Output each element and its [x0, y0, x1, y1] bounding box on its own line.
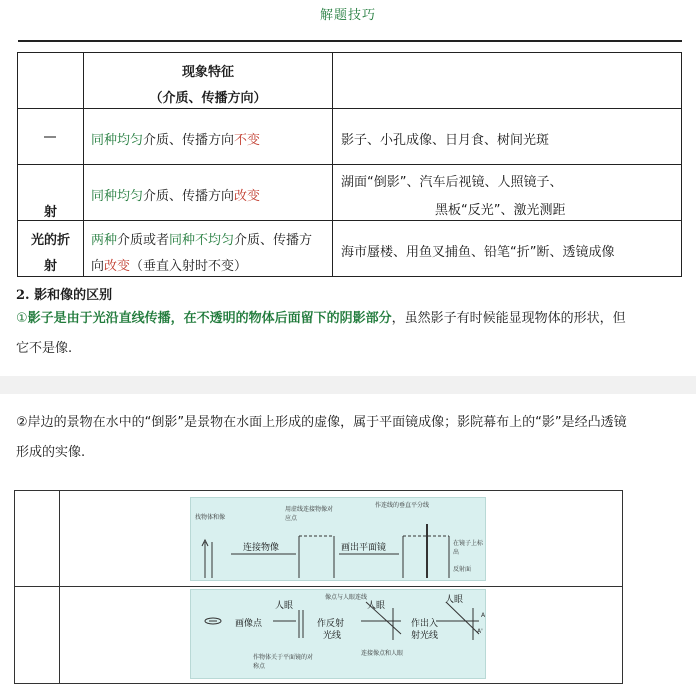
t2-row1-label: [14, 490, 60, 587]
t2-row2-label: [14, 586, 60, 684]
row1-label-mark: [44, 136, 56, 138]
d1-note4: 在镜子上标出: [453, 540, 484, 556]
d2-note1: 作物体关于平面镜的对称点: [253, 654, 314, 670]
row2-feature-cell: [83, 164, 333, 221]
d1-note2: 用虚线连接物像对应点: [285, 506, 334, 522]
row2-examples-cell: [332, 164, 682, 221]
row3-feature-green1: 两种: [91, 233, 118, 248]
d2-note2: 像点与人眼连线: [325, 594, 368, 601]
d2-step2-line1: 作反射: [317, 619, 345, 629]
row3-label-cell: [17, 220, 84, 277]
row3-label-line1: 光的折: [30, 233, 70, 248]
row3-examples-cell: [332, 220, 682, 277]
t2-row1-content: [59, 490, 623, 587]
d2-step3-line2: 射光线: [411, 631, 439, 641]
row2-feature-green: 同种均匀: [91, 189, 144, 204]
paragraph-1: [16, 304, 686, 364]
row1-feature-cell: [83, 108, 333, 165]
d1-note3: 作连线的垂直平分线: [375, 502, 430, 509]
d2-label-b: A': [477, 628, 483, 635]
row2-label-cell: [17, 164, 84, 221]
p1-highlight: 影子是由于光沿直线传播，在不透明的物体后面留下的阴影部分: [27, 311, 392, 326]
d1-note5: 反射面: [453, 566, 472, 573]
d2-step2-line2: 光线: [323, 631, 342, 641]
table1-corner-cell: [17, 52, 84, 109]
row1-label-cell: [17, 108, 84, 165]
page-gap: [0, 376, 696, 394]
row3-feature-red: 改变: [104, 259, 131, 274]
d1-step2: 画出平面镜: [341, 543, 387, 553]
row3-examples: 海市蜃楼、用鱼叉捕鱼、铅笔“折”断、透镜成像: [341, 245, 615, 260]
row1-feature-text: 介质、传播方向: [143, 133, 235, 148]
row3-feature-cell: [83, 220, 333, 277]
row2-feature-text: 介质、传播方向: [143, 189, 235, 204]
d2-step3-line1: 作出入: [411, 619, 439, 629]
d2-note3: 连接像点和人眼: [361, 650, 404, 657]
row3-feature-text1: 介质或者: [117, 233, 170, 248]
d2-eye1: 人眼: [275, 601, 294, 611]
mirror-drawing-svg: [191, 498, 487, 582]
p1-line2: 它不是像.: [16, 341, 73, 356]
d2-step1: 画像点: [235, 619, 263, 629]
row2-examples-line1: 湖面“倒影”、汽车后视镜、人照镜子、: [341, 175, 563, 190]
row1-examples: 影子、小孔成像、日月食、树间光斑: [341, 133, 550, 148]
row1-feature-red: 不变: [234, 133, 261, 148]
diagram-table: [14, 490, 623, 684]
row2-examples-line2: 黑板“反光”、激光测距: [435, 203, 566, 218]
d1-note1: 找物体和像: [195, 514, 226, 521]
p2-line2: 形成的实像.: [16, 445, 86, 460]
row1-examples-cell: [332, 108, 682, 165]
table1-header-feature: [83, 52, 333, 109]
row2-label: 射: [43, 205, 57, 220]
d1-step1: 连接物像: [243, 543, 280, 553]
phenomena-table: [17, 52, 682, 277]
row3-feature-green2: 同种不均匀: [169, 233, 235, 248]
row3-feature-text4: （垂直入射时不变）: [130, 259, 248, 274]
row3-feature-text2: 介质、传播方: [234, 233, 313, 248]
reflection-drawing-diagram: [190, 589, 486, 679]
row3-label-line2: 射: [43, 259, 57, 274]
header-line2: （介质、传播方向）: [149, 91, 267, 106]
d2-label-a: A: [481, 612, 486, 619]
paragraph-2: [16, 408, 686, 468]
p1-rest: ，虽然影子有时候能显现物体的形状，但: [391, 311, 626, 326]
d2-eye3: 人眼: [445, 595, 464, 605]
table1-header-examples: [332, 52, 682, 109]
header-line1: 现象特征: [181, 65, 234, 80]
row2-feature-red: 改变: [234, 189, 261, 204]
p1-marker: ①: [16, 311, 28, 326]
row3-feature-text3: 向: [91, 259, 105, 274]
header-divider: [18, 40, 682, 42]
t2-row2-content: [59, 586, 623, 684]
mirror-drawing-diagram: [190, 497, 486, 581]
page-header-title: 解题技巧: [319, 8, 376, 23]
p2-line1: ②岸边的景物在水中的“倒影”是景物在水面上形成的虚像，属于平面镜成像；影院幕布上的“影”是经凸透镜: [16, 415, 627, 430]
row1-feature-green: 同种均匀: [91, 133, 144, 148]
section2-title: 2. 影和像的区别: [16, 288, 113, 303]
d2-eye2: 人眼: [367, 601, 386, 611]
